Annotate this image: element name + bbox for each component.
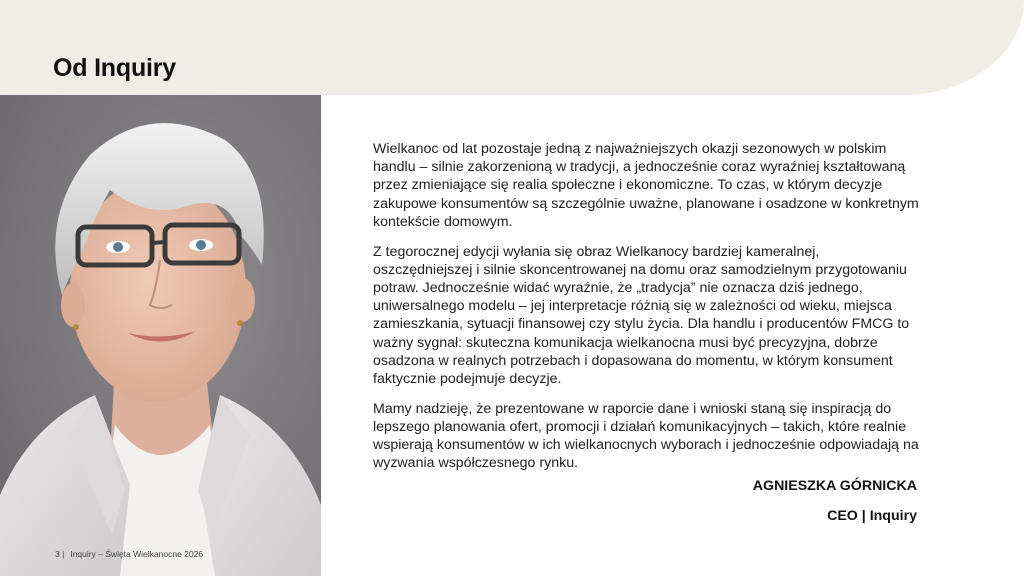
report-title: Inquiry – Święta Wielkanocne 2026 [70, 549, 204, 559]
footer [55, 549, 209, 559]
paragraph: Z tegorocznej edycji wyłania się obraz Wielkanocy bardziej kameralnej, oszczędniejszej i silnie skoncentrowanej na domu oraz samodzielnym przygotowaniu potraw. Jednocześnie widać wyraźnie, że „tradycja” nie oznacza dziś jednego, uniwersalnego modelu – jej interpretacje różnią się w zależności od wieku, miejsca zamieszkania, sytuacji finansowej czy stylu życia. Dla handlu i producentów FMCG to ważny sygnał: skuteczna komunikacja wielkanocna musi być precyzyjna, dobrze osadzona w realnych potrzebach i dopasowana do momentu, w którym konsument faktycznie podejmuje decyzje. [373, 243, 910, 387]
signature-role: CEO | Inquiry [827, 508, 917, 524]
page-title: Od Inquiry [53, 54, 177, 82]
paragraph: Wielkanoc od lat pozostaje jedną z najważniejszych okazji sezonowych w polskim handlu – silnie zakorzenioną w tradycji, a jednocześnie coraz wyraźniej kształtowaną przez zmieniające się realia społeczne i ekonomiczne. To czas, w którym decyzje zakupowe konsumentów są szczególnie uważne, planowane i osadzone w konkretnym kontekście domowym. [373, 141, 919, 230]
paragraph: Mamy nadzieję, że prezentowane w raporcie dane i wnioski staną się inspiracją do lepszego planowania ofert, promocji i działań komunikacyjnych – takich, które realnie wspierają konsumentów w ich wielkanocnych wyborach i jednocześnie odpowiadają na wyzwania współczesnego rynku. [373, 400, 919, 472]
page-number: 3 | [55, 549, 65, 559]
portrait-photo [0, 95, 321, 576]
intro-text [373, 140, 921, 484]
signature-name: AGNIESZKA GÓRNICKA [752, 478, 917, 494]
